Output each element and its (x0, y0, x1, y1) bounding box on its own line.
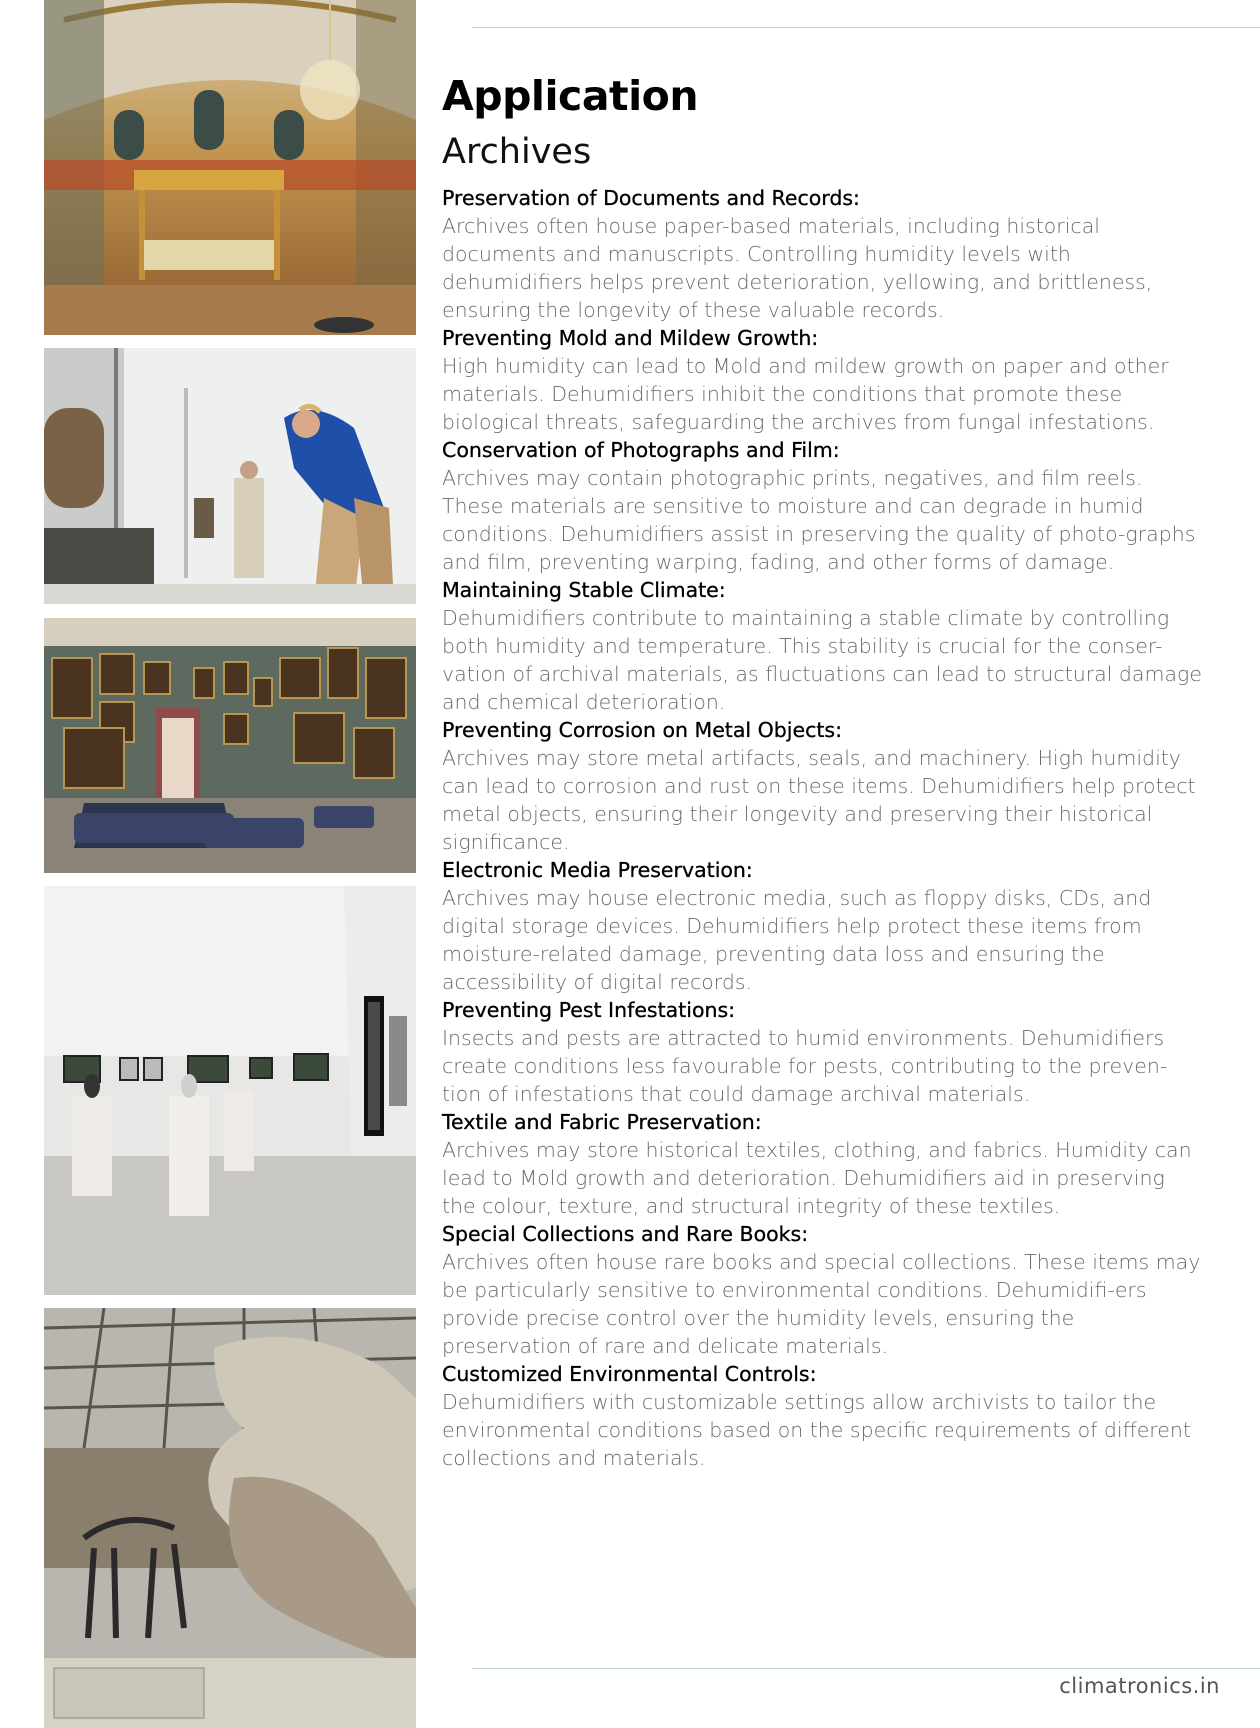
ornate-palace-hall-image (44, 0, 416, 335)
section-heading: Maintaining Stable Climate: (442, 578, 726, 602)
section-body: Archives often house rare books and special collections. These items may be particularly sensitive to environmental conditions. Dehumidifi-ers provide precise control over the humidity levels, ensuring the preservation of rare and delicate materials. (442, 1250, 1201, 1358)
section-body: High humidity can lead to Mold and mildew growth on paper and other materials. Dehumidifiers inhibit the conditions that promote these biological threats, safeguarding the archives from fungal infestations. (442, 354, 1169, 434)
top-divider (472, 27, 1260, 28)
section-heading: Preventing Pest Infestations: (442, 998, 736, 1022)
section-body: Archives may store metal artifacts, seals, and machinery. High humidity can lead to corrosion and rust on these items. Dehumidifiers help protect metal objects, ensuring their longevity and preserving their historical significance. (442, 746, 1196, 854)
section-heading: Electronic Media Preservation: (442, 858, 753, 882)
museum-visitor-display-case-image (44, 348, 416, 604)
white-gallery-room-image (44, 886, 416, 1295)
section-body: Archives often house paper-based materials, including historical documents and manuscripts. Controlling humidity levels with dehumidifiers helps prevent deterioration, yellowing, and brittleness, ensuring the longevity of these valuable records. (442, 214, 1153, 322)
section-body: Dehumidifiers with customizable settings allow archivists to tailor the environmental conditions based on the specific requirements of different collections and materials. (442, 1390, 1191, 1470)
painting-gallery-hall-image (44, 618, 416, 873)
page-subtitle: Archives (442, 132, 592, 172)
section-item (442, 716, 1202, 856)
section-item (442, 324, 1202, 436)
section-item (442, 1220, 1202, 1360)
section-item (442, 436, 1202, 576)
fossil-skeleton-hall-image (44, 1308, 416, 1728)
section-heading: Preservation of Documents and Records: (442, 186, 860, 210)
section-item (442, 856, 1202, 996)
section-item (442, 184, 1202, 324)
bottom-divider (472, 1668, 1260, 1669)
section-heading: Preventing Corrosion on Metal Objects: (442, 718, 842, 742)
section-heading: Customized Environmental Controls: (442, 1362, 817, 1386)
content-column (442, 70, 1202, 1472)
section-item (442, 1108, 1202, 1220)
section-heading: Conservation of Photographs and Film: (442, 438, 840, 462)
section-item (442, 576, 1202, 716)
section-body: Archives may store historical textiles, clothing, and fabrics. Humidity can lead to Mold growth and deterioration. Dehumidifiers aid in preserving the colour, texture, and structural integrity of these textiles. (442, 1138, 1192, 1218)
page-title: Application (442, 72, 699, 120)
section-item (442, 1360, 1202, 1472)
section-item (442, 996, 1202, 1108)
section-body: Archives may house electronic media, such as floppy disks, CDs, and digital storage devices. Dehumidifiers help protect these items from moisture-related damage, preventing data loss and ensuring the accessibility of digital records. (442, 886, 1152, 994)
footer-website: climatronics.in (1059, 1674, 1220, 1698)
section-list (442, 184, 1202, 1472)
section-heading: Preventing Mold and Mildew Growth: (442, 326, 819, 350)
section-body: Insects and pests are attracted to humid environments. Dehumidifiers create conditions less favourable for pests, contributing to the preven-tion of infestations that could damage archival materials. (442, 1026, 1168, 1106)
section-body: Archives may contain photographic prints, negatives, and film reels. These materials are sensitive to moisture and can degrade in humid conditions. Dehumidifiers assist in preserving the quality of photo-graphs and film, preventing warping, fading, and other forms of damage. (442, 466, 1196, 574)
section-body: Dehumidifiers contribute to maintaining a stable climate by controlling both humidity and temperature. This stability is crucial for the conser-vation of archival materials, as fluctuations can lead to structural damage and chemical deterioration. (442, 606, 1202, 714)
section-heading: Special Collections and Rare Books: (442, 1222, 809, 1246)
section-heading: Textile and Fabric Preservation: (442, 1110, 762, 1134)
